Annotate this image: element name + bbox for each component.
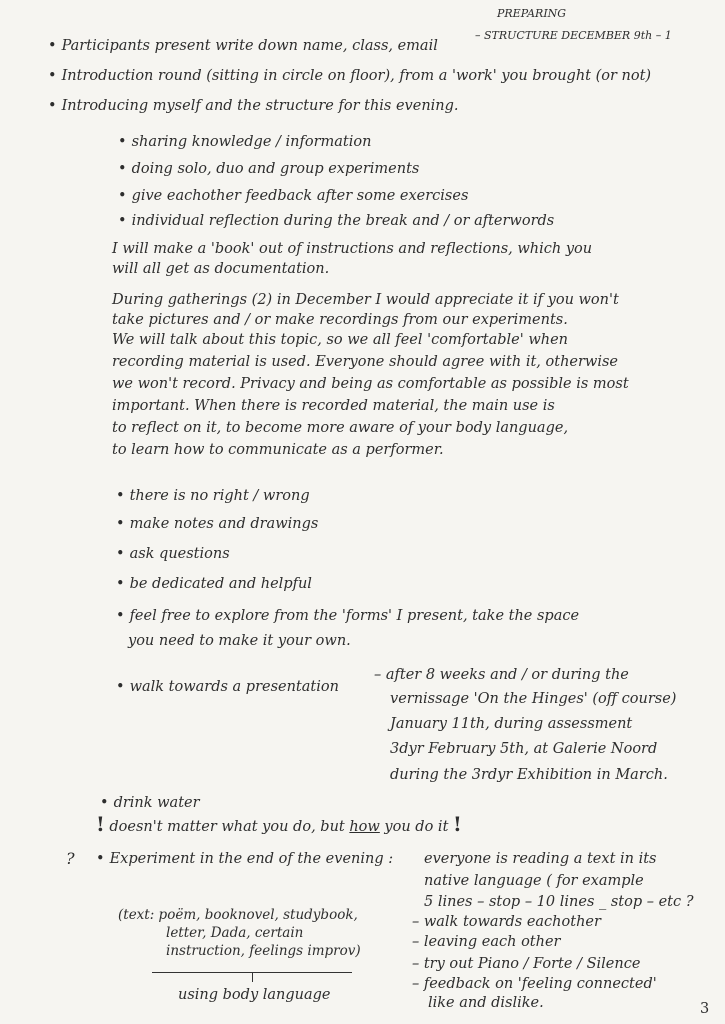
structure-item: • sharing knowledge / information <box>118 133 371 151</box>
experiment-label: • Experiment in the end of the evening : <box>96 850 393 868</box>
privacy-paragraph-line: to learn how to communicate as a performer. <box>112 442 444 458</box>
drink-water: • drink water <box>100 794 200 812</box>
header-preparing: PREPARING <box>497 7 567 20</box>
body-language-note: using body language <box>178 987 331 1003</box>
exclamation-mark-end: ! <box>453 812 462 836</box>
guideline-item: • ask questions <box>116 545 230 563</box>
text-types-line: instruction, feelings improv) <box>166 943 361 959</box>
presentation-line: during the 3rdyr Exhibition in March. <box>390 767 668 783</box>
privacy-paragraph-line: recording material is used. Everyone should agree with it, otherwise <box>112 354 618 370</box>
privacy-paragraph-line: We will talk about this topic, so we all feel 'comfortable' when <box>112 332 568 348</box>
privacy-paragraph-line: important. When there is recorded material, the main use is <box>112 398 555 414</box>
presentation-line: – after 8 weeks and / or during the <box>374 667 629 683</box>
guideline-item: • make notes and drawings <box>116 515 318 533</box>
guideline-item: • there is no right / wrong <box>116 487 310 505</box>
page-number: 3 <box>700 1001 710 1017</box>
guideline-item: • be dedicated and helpful <box>116 575 312 593</box>
text-types-line: letter, Dada, certain <box>166 925 304 941</box>
privacy-paragraph-line: During gatherings (2) in December I would appreciate it if you won't <box>112 292 619 308</box>
presentation-line: vernissage 'On the Hinges' (off course) <box>390 691 677 707</box>
structure-item: • give eachother feedback after some exercises <box>118 187 468 205</box>
experiment-line: everyone is reading a text in its <box>424 851 657 867</box>
divider-tick <box>252 972 253 982</box>
matter-text-how: how <box>349 819 380 835</box>
intro-item: • Participants present write down name, class, email <box>48 37 438 55</box>
experiment-line: – feedback on 'feeling connected' <box>412 976 657 992</box>
matter-text-after: you do it <box>379 819 449 835</box>
header-structure: – STRUCTURE DECEMBER 9th – 1 <box>475 29 672 42</box>
presentation-line: 3dyr February 5th, at Galerie Noord <box>390 741 658 757</box>
intro-item: • Introduction round (sitting in circle on floor), from a 'work' you brought (or not) <box>48 67 651 85</box>
matter-line <box>96 812 462 836</box>
guideline-continuation: you need to make it your own. <box>128 633 351 649</box>
book-paragraph-line: I will make a 'book' out of instructions and reflections, which you <box>112 241 593 257</box>
exclamation-mark: ! <box>96 812 105 836</box>
experiment-line: 5 lines – stop – 10 lines _ stop – etc ? <box>424 894 694 910</box>
matter-text-before: doesn't matter what you do, but <box>109 819 350 835</box>
structure-item: • doing solo, duo and group experiments <box>118 160 419 178</box>
question-mark: ? <box>66 849 75 868</box>
experiment-line: native language ( for example <box>424 873 644 889</box>
presentation-label: • walk towards a presentation <box>116 678 339 696</box>
experiment-line: – leaving each other <box>412 934 561 950</box>
book-paragraph-line: will all get as documentation. <box>112 261 330 277</box>
privacy-paragraph-line: we won't record. Privacy and being as comfortable as possible is most <box>112 376 629 392</box>
text-types-line: (text: poëm, booknovel, studybook, <box>118 907 358 923</box>
experiment-line: – walk towards eachother <box>412 914 601 930</box>
presentation-line: January 11th, during assessment <box>390 716 633 732</box>
intro-item: • Introducing myself and the structure for this evening. <box>48 97 459 115</box>
structure-item: • individual reflection during the break and / or afterwords <box>118 212 554 230</box>
guideline-item: • feel free to explore from the 'forms' I present, take the space <box>116 607 579 625</box>
experiment-line: like and dislike. <box>428 995 544 1011</box>
experiment-line: – try out Piano / Forte / Silence <box>412 956 641 972</box>
privacy-paragraph-line: to reflect on it, to become more aware of your body language, <box>112 420 569 436</box>
privacy-paragraph-line: take pictures and / or make recordings from our experiments. <box>112 312 568 328</box>
